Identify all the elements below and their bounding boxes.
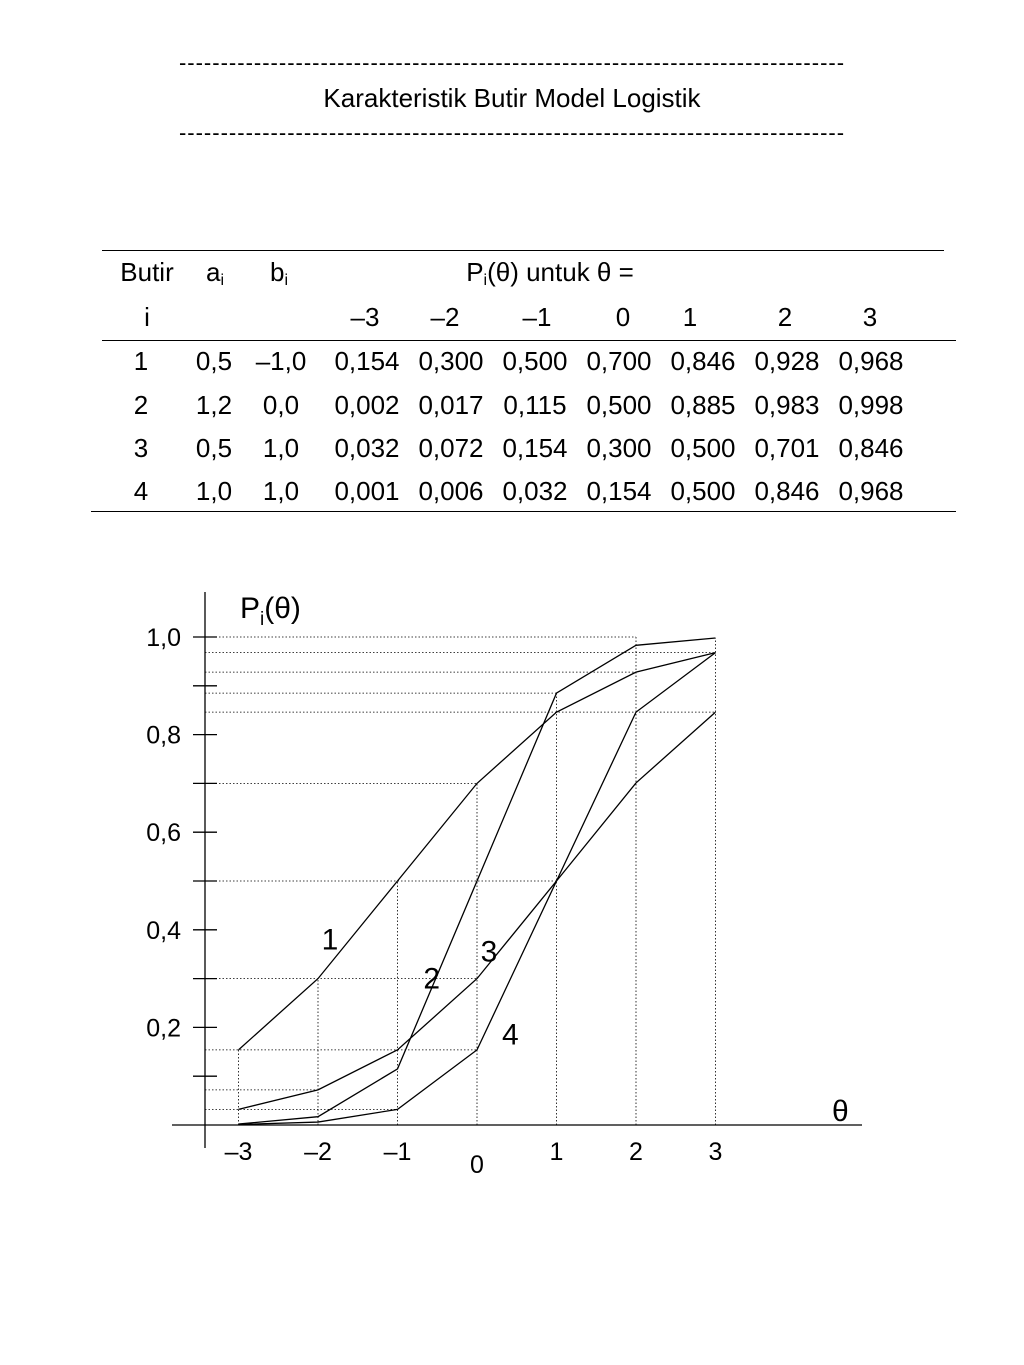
- x-tick-label: 0: [470, 1151, 484, 1179]
- cell-probability: 0,968: [838, 476, 904, 506]
- cell-probability: 0,500: [670, 433, 736, 463]
- series-label: 3: [480, 935, 498, 969]
- cell-probability: 0,885: [670, 390, 736, 420]
- y-tick-label: 0,4: [146, 916, 181, 945]
- x-tick-label: –2: [304, 1138, 332, 1166]
- cell-probability: 0,006: [418, 476, 484, 506]
- cell-b-value: 1,0: [262, 433, 300, 463]
- cell-probability: 0,500: [670, 476, 736, 506]
- theta-header: –2: [430, 302, 460, 332]
- header-p-theta: $P_i(\theta)$ untuk θ =: [466, 257, 634, 289]
- cell-probability: 0,300: [586, 433, 652, 463]
- theta-header: 2: [777, 302, 793, 332]
- x-tick-label: –1: [383, 1138, 412, 1166]
- cell-a-value: 1,0: [195, 476, 233, 506]
- cell-b-value: –1,0: [255, 346, 307, 376]
- x-tick-label: –3: [224, 1138, 253, 1166]
- cell-probability: 0,032: [502, 476, 568, 506]
- page-title: Karakteristik Butir Model Logistik: [323, 83, 701, 113]
- theta-header: –3: [350, 302, 380, 332]
- dashed-rule-top: --------------------------------------------------------------------------------: [178, 50, 846, 75]
- cell-b-value: 0,0: [262, 390, 300, 420]
- header-butir: Butir: [120, 257, 174, 287]
- cell-probability: 0,072: [418, 433, 484, 463]
- cell-item-number: 1: [133, 346, 149, 376]
- cell-probability: 0,017: [418, 390, 484, 420]
- cell-probability: 0,968: [838, 346, 904, 376]
- header-b: $b_i$: [269, 257, 289, 289]
- cell-item-number: 3: [133, 433, 149, 463]
- cell-probability: 0,154: [502, 433, 568, 463]
- cell-probability: 0,001: [334, 476, 400, 506]
- cell-a-value: 1,2: [195, 390, 233, 420]
- cell-probability: 0,154: [586, 476, 652, 506]
- y-tick-label: 0,8: [146, 721, 181, 750]
- cell-item-number: 4: [133, 476, 149, 506]
- x-axis-label: θ: [832, 1095, 849, 1128]
- series-label: 2: [423, 962, 441, 996]
- cell-probability: 0,300: [418, 346, 484, 376]
- cell-probability: 0,846: [754, 476, 820, 506]
- x-tick-label: 3: [708, 1138, 723, 1166]
- theta-header: 3: [862, 302, 878, 332]
- cell-item-number: 2: [133, 390, 149, 420]
- cell-a-value: 0,5: [195, 346, 233, 376]
- cell-probability: 0,500: [502, 346, 568, 376]
- cell-probability: 0,701: [754, 433, 820, 463]
- cell-probability: 0,928: [754, 346, 820, 376]
- cell-probability: 0,846: [670, 346, 736, 376]
- cell-probability: 0,846: [838, 433, 904, 463]
- x-tick-label: 1: [549, 1138, 564, 1166]
- theta-header: 0: [615, 302, 631, 332]
- theta-header: 1: [682, 302, 698, 332]
- series-label: 4: [502, 1018, 519, 1052]
- x-tick-label: 2: [629, 1138, 643, 1166]
- cell-probability: 0,700: [586, 346, 652, 376]
- y-axis-label: $P_i(\theta)$: [240, 592, 301, 630]
- cell-probability: 0,002: [334, 390, 400, 420]
- y-tick-label: 0,2: [146, 1014, 181, 1043]
- cell-probability: 0,500: [586, 390, 652, 420]
- cell-probability: 0,983: [754, 390, 820, 420]
- y-tick-label: 0,6: [146, 819, 181, 848]
- cell-a-value: 0,5: [195, 433, 233, 463]
- header-a: $a_i$: [205, 257, 225, 289]
- dashed-rule-bottom: --------------------------------------------------------------------------------: [178, 120, 846, 145]
- cell-b-value: 1,0: [262, 476, 300, 506]
- cell-probability: 0,115: [503, 390, 567, 420]
- cell-probability: 0,032: [334, 433, 400, 463]
- cell-probability: 0,154: [334, 346, 400, 376]
- y-tick-label: 1,0: [146, 624, 181, 652]
- series-label: 1: [321, 923, 339, 957]
- cell-probability: 0,998: [838, 390, 904, 420]
- theta-header: –1: [522, 302, 552, 332]
- header-i: i: [144, 302, 150, 332]
